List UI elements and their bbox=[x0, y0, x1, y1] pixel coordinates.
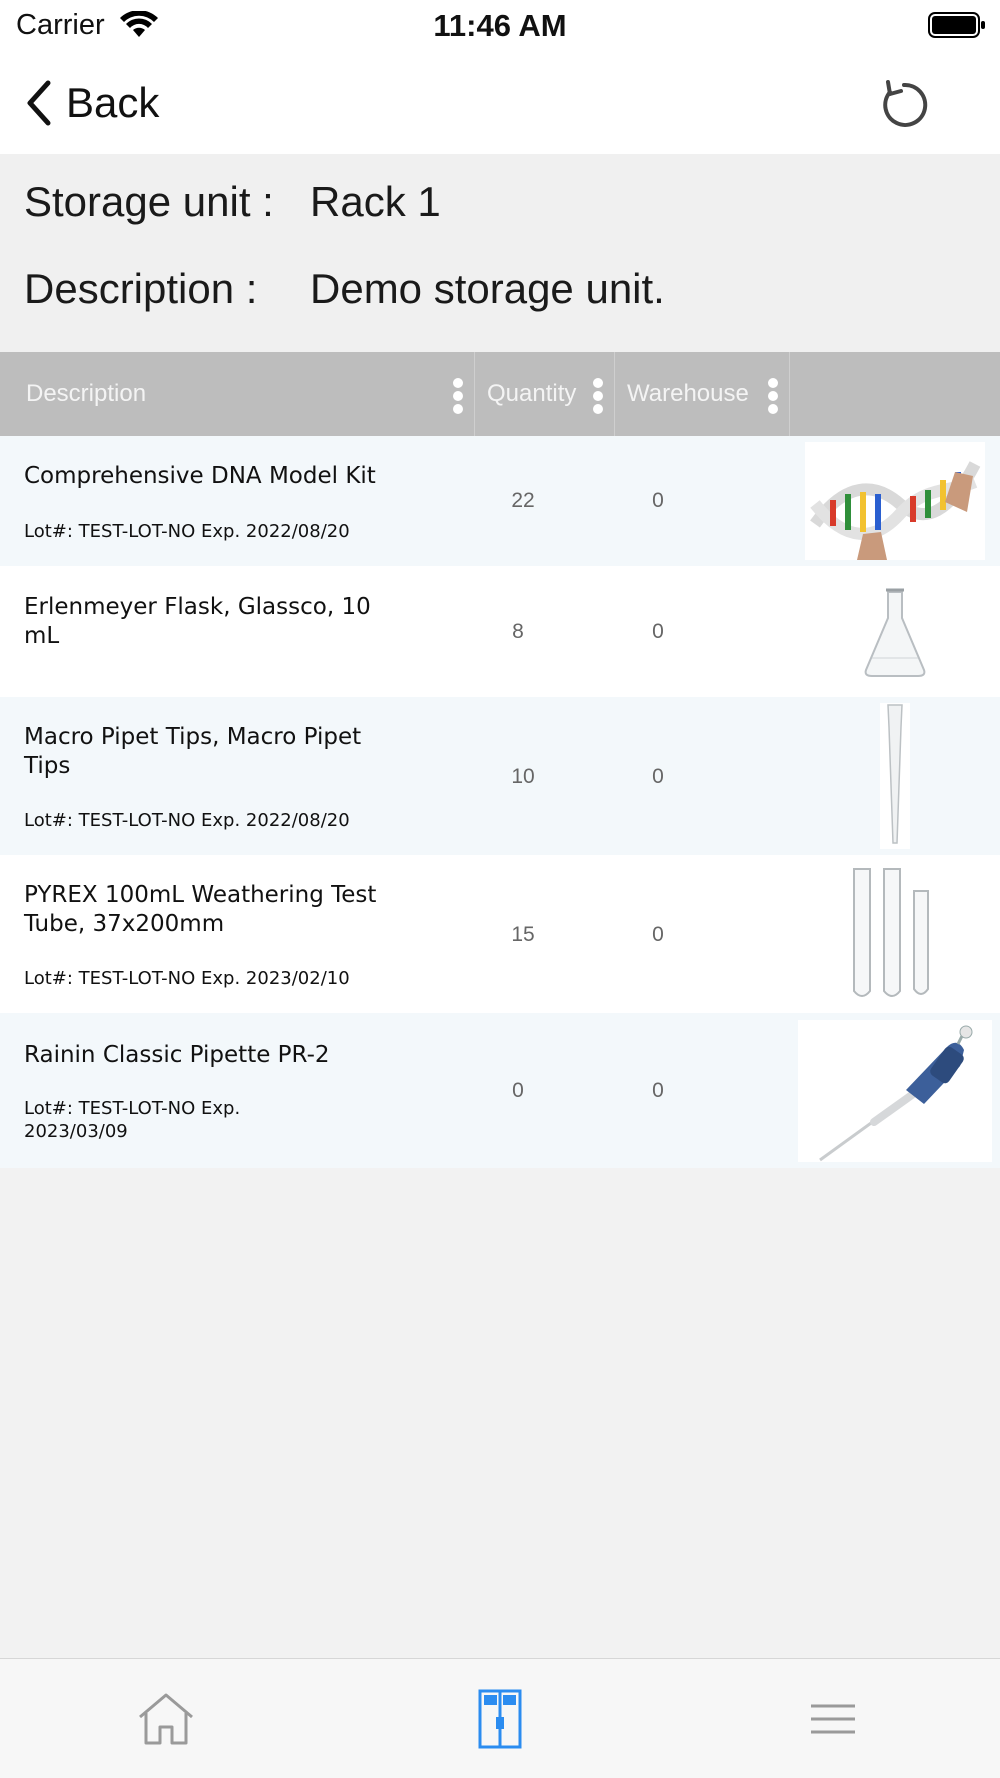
item-quantity: 22 bbox=[511, 489, 535, 512]
item-quantity: 0 bbox=[512, 1079, 524, 1102]
item-warehouse: 0 bbox=[652, 923, 664, 946]
tab-bar bbox=[0, 1658, 1000, 1778]
battery-icon bbox=[928, 11, 986, 39]
item-name: PYREX 100mL Weathering Test Tube, 37x200mm bbox=[24, 882, 377, 937]
item-name: Macro Pipet Tips, Macro Pipet Tips bbox=[24, 724, 362, 779]
storage-cabinet-icon[interactable] bbox=[470, 1689, 530, 1749]
storage-unit-value: Rack 1 bbox=[310, 178, 441, 225]
back-button[interactable] bbox=[22, 72, 159, 134]
description-row bbox=[24, 265, 984, 325]
dna-model-image bbox=[805, 442, 985, 560]
table-row[interactable] bbox=[0, 566, 1000, 697]
item-warehouse: 0 bbox=[652, 765, 664, 788]
status-time: 11:46 AM bbox=[433, 8, 567, 43]
column-menu-icon[interactable] bbox=[452, 378, 464, 414]
back-label: Back bbox=[66, 79, 160, 126]
storage-unit-label: Storage unit : bbox=[24, 178, 274, 225]
pipette-image bbox=[798, 1020, 992, 1162]
item-warehouse: 0 bbox=[652, 620, 664, 643]
chevron-left-icon bbox=[22, 77, 56, 129]
refresh-icon[interactable] bbox=[876, 72, 932, 134]
column-header-label: Warehouse bbox=[627, 380, 749, 407]
item-lot: Lot#: TEST-LOT-NO Exp. 2022/08/20 bbox=[24, 810, 350, 831]
test-tubes-image bbox=[848, 867, 932, 1003]
column-header-description[interactable] bbox=[0, 352, 475, 436]
status-bar bbox=[0, 0, 1000, 52]
item-quantity: 8 bbox=[512, 620, 524, 643]
column-header-warehouse[interactable] bbox=[615, 352, 790, 436]
table-row[interactable] bbox=[0, 436, 1000, 566]
item-name: Erlenmeyer Flask, Glassco, 10 mL bbox=[24, 594, 371, 649]
column-menu-icon[interactable] bbox=[592, 378, 604, 414]
item-quantity: 15 bbox=[511, 923, 535, 946]
column-header-quantity[interactable] bbox=[475, 352, 615, 436]
column-header-image bbox=[790, 352, 1000, 436]
pipet-tip-image bbox=[880, 703, 910, 849]
item-name: Comprehensive DNA Model Kit bbox=[24, 463, 376, 489]
item-quantity: 10 bbox=[511, 765, 535, 788]
table-row[interactable] bbox=[0, 697, 1000, 855]
description-value: Demo storage unit. bbox=[310, 265, 665, 312]
item-warehouse: 0 bbox=[652, 1079, 664, 1102]
item-lot: Lot#: TEST-LOT-NO Exp. 2023/03/09 bbox=[24, 1098, 241, 1142]
item-lot: Lot#: TEST-LOT-NO Exp. 2022/08/20 bbox=[24, 521, 350, 542]
description-label: Description : bbox=[24, 265, 258, 312]
carrier-label: Carrier bbox=[16, 9, 105, 41]
menu-icon[interactable] bbox=[803, 1689, 863, 1749]
item-name: Rainin Classic Pipette PR-2 bbox=[24, 1042, 330, 1068]
storage-unit-info bbox=[0, 154, 1000, 352]
storage-unit-row bbox=[24, 178, 984, 238]
navigation-bar bbox=[0, 52, 1000, 154]
column-menu-icon[interactable] bbox=[767, 378, 779, 414]
item-warehouse: 0 bbox=[652, 489, 664, 512]
column-header-label: Description bbox=[26, 380, 147, 407]
table-row[interactable] bbox=[0, 1013, 1000, 1168]
home-icon[interactable] bbox=[136, 1689, 196, 1749]
item-lot: Lot#: TEST-LOT-NO Exp. 2023/02/10 bbox=[24, 968, 350, 989]
table-header bbox=[0, 352, 1000, 436]
flask-image bbox=[858, 588, 932, 680]
table-row[interactable] bbox=[0, 855, 1000, 1013]
column-header-label: Quantity bbox=[487, 380, 577, 407]
